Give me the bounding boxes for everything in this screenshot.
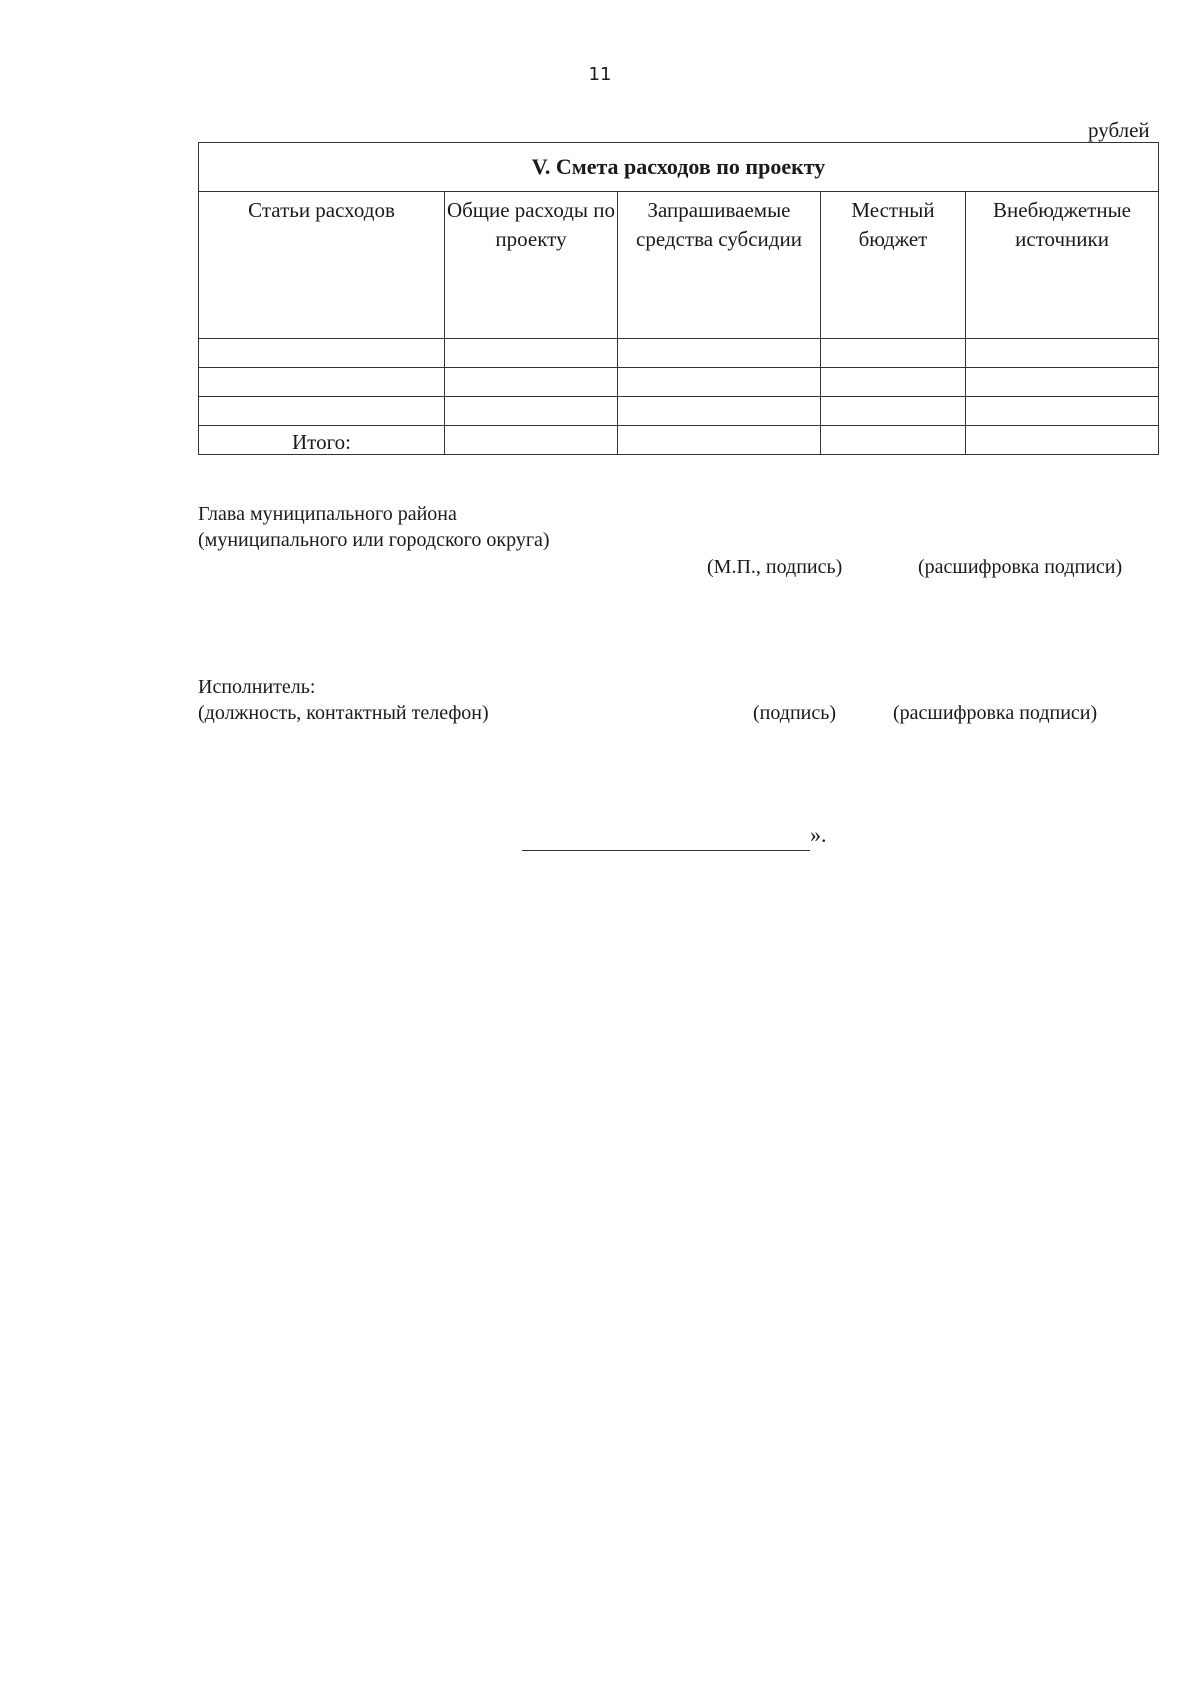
table-cell: [618, 426, 821, 455]
head-title-line1: Глава муниципального района: [198, 503, 457, 525]
budget-table: [198, 142, 1159, 455]
column-header-local-budget: Местный бюджет: [821, 192, 966, 339]
table-cell: [199, 339, 445, 368]
table-cell: [445, 339, 618, 368]
table-cell: [445, 426, 618, 455]
head-signature-decoding-label: (расшифровка подписи): [918, 556, 1123, 578]
page-number: 11: [588, 64, 612, 85]
executor-signature-label: (подпись): [753, 702, 837, 724]
table-title: V. Смета расходов по проекту: [199, 143, 1159, 192]
closing-quote-mark: ».: [810, 822, 827, 847]
table-cell: [618, 397, 821, 426]
table-cell: [966, 339, 1159, 368]
column-header-expense-items: Статьи расходов: [199, 192, 445, 339]
total-label: Итого:: [199, 426, 445, 455]
table-row: [199, 339, 1159, 368]
executor-signature-decoding-label: (расшифровка подписи): [893, 702, 1098, 724]
table-cell: [618, 368, 821, 397]
table-cell: [821, 397, 966, 426]
table-cell: [618, 339, 821, 368]
table-cell: [821, 426, 966, 455]
executor-label: Исполнитель:: [198, 676, 316, 698]
table-cell: [199, 368, 445, 397]
executor-position-phone-label: (должность, контактный телефон): [198, 702, 489, 724]
table-total-row: [199, 426, 1159, 455]
head-title-line2: (муниципального или городского округа): [198, 529, 550, 551]
table-cell: [199, 397, 445, 426]
column-header-total-expenses: Общие расходы по проекту: [445, 192, 618, 339]
table-cell: [821, 368, 966, 397]
table-cell: [445, 368, 618, 397]
column-header-requested-subsidy: Запрашиваемые средства субсидии: [618, 192, 821, 339]
column-header-extrabudgetary-sources: Внебюджетные источники: [966, 192, 1159, 339]
currency-unit-label: рублей: [1088, 118, 1150, 142]
table-cell: [966, 368, 1159, 397]
table-cell: [966, 426, 1159, 455]
table-cell: [445, 397, 618, 426]
table-row: [199, 368, 1159, 397]
signature-blank-line: [522, 850, 810, 851]
table-row: [199, 397, 1159, 426]
table-cell: [821, 339, 966, 368]
table-cell: [966, 397, 1159, 426]
head-stamp-signature-label: (М.П., подпись): [707, 556, 843, 578]
